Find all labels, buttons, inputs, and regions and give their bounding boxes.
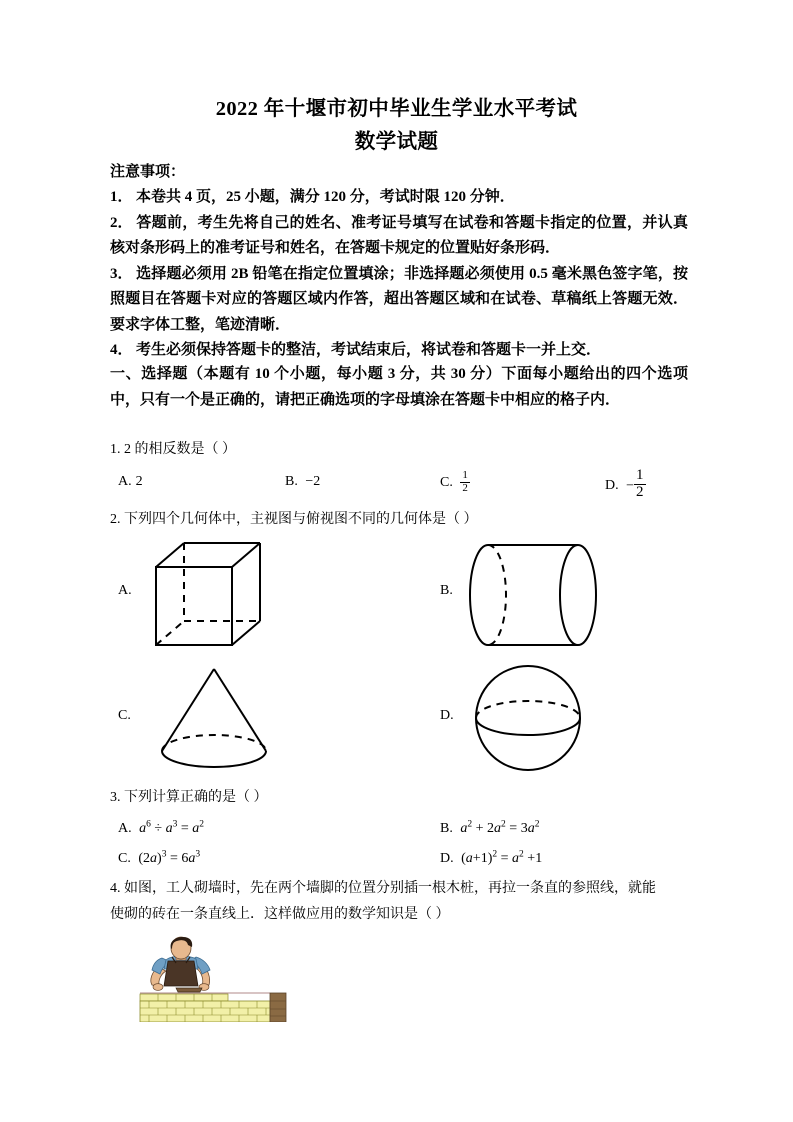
question-3-option-b-expr: $a^2 + 2a^2 = 3a^2$ [460,819,540,836]
cylinder-icon [466,535,616,655]
question-1-option-d-fraction [634,468,646,501]
question-1-option-d-sign: − [626,478,635,494]
question-2-stem: 2. 下列四个几何体中，主视图与俯视图不同的几何体是（ ） [110,512,478,527]
question-3-option-c[interactable] [118,843,200,870]
notice-item-4 [110,338,688,364]
question-1-option-a[interactable] [118,470,143,493]
question-1-option-d-denominator: 2 [636,483,644,500]
question-1-option-a-value: 2 [135,474,143,489]
question-1-option-a-label: A. [118,474,132,489]
notice-item-2-text: 答题前，考生先将自己的姓名、准考证号填写在试卷和答题卡指定的位置，并认真核对条形码上的准考证号和姓名，在答题卡规定的位置贴好条形码． [110,214,688,256]
question-4-stem-line2: 使砌的砖在一条直线上．这样做应用的数学知识是（ ） [110,907,450,922]
question-1-option-c-numerator: 1 [462,469,468,481]
notice-item-1 [110,185,688,211]
question-3-option-a[interactable] [118,813,204,840]
notice-item-3-number: 3． [110,265,133,282]
question-1-option-d-label: D. [605,478,619,494]
question-1-option-c-label: C. [440,475,453,491]
question-3-option-b[interactable] [440,813,539,840]
question-3-stem: 3. 下列计算正确的是（ ） [110,790,268,805]
question-1-option-c[interactable] [440,470,470,494]
question-1-option-b[interactable] [285,470,320,493]
question-2-option-c-label[interactable]: C. [118,708,131,723]
question-1-option-b-label: B. [285,474,298,489]
notice-item-3-text: 选择题必须用 2B 铅笔在指定位置填涂；非选择题必须使用 0.5 毫米黑色签字笔，按照题目在答题卡对应的答题区域内作答，超出答题区域和在试卷、草稿纸上答题无效．要求字体工整，笔迹清晰． [110,265,688,333]
section-heading-multiple-choice: 一、选择题（本题有 10 个小题，每小题 3 分，共 30 分）下面每小题给出的四个选项中，只有一个是正确的，请把正确选项的字母填涂在答题卡中相应的格子内． [110,366,688,408]
question-3-option-d[interactable] [440,843,542,870]
question-3-option-c-expr: $(2a)^3 = 6a^3$ [138,849,201,866]
sphere-icon [466,660,596,778]
notice-item-3 [110,262,688,339]
question-1-option-b-value: −2 [305,474,321,489]
notice-item-4-number: 4． [110,342,133,358]
question-3-option-a-label: A. [118,820,132,836]
question-1-option-c-fraction [460,470,470,494]
question-1-option-d[interactable] [605,468,646,501]
question-1-stem: 1. 2 的相反数是（ ） [110,442,236,457]
question-3-option-c-label: C. [118,850,131,866]
bricklayer-illustration [118,936,304,1022]
notice-item-4-text: 考生必须保持答题卡的整洁，考试结束后，将试卷和答题卡一并上交． [136,342,602,358]
question-1-option-c-denominator: 2 [462,481,468,494]
question-3-option-a-expr: $a^6 \div a^3 = a^2$ [139,819,205,836]
notice-item-2 [110,211,688,262]
notice-block [110,160,688,364]
notice-heading: 注意事项： [110,164,186,180]
question-2-option-a-label[interactable]: A. [118,583,132,598]
question-4-stem-line1: 4. 如图，工人砌墙时，先在两个墙脚的位置分别插一根木桩，再拉一条直的参照线，就能 [110,881,656,896]
question-3-option-d-expr: $(a+1)^2 = a^2 +1$ [461,849,543,866]
question-3-option-b-label: B. [440,820,453,836]
question-2-option-d-label[interactable]: D. [440,708,454,723]
cube-icon [142,535,272,655]
notice-item-2-number: 2． [110,214,133,231]
page-title [0,95,793,157]
cone-icon [142,663,292,778]
question-2-option-b-label[interactable]: B. [440,583,453,598]
notice-item-1-number: 1． [110,189,133,205]
notice-item-1-text: 本卷共 4 页，25 小题，满分 120 分，考试时限 120 分钟． [136,189,515,205]
question-1-option-d-numerator: 1 [636,467,644,483]
exam-title-line2: 数学试题 [354,131,439,153]
exam-title-line1: 2022 年十堰市初中毕业生学业水平考试 [215,98,578,120]
question-3-option-d-label: D. [440,850,454,866]
worker-figure [151,937,210,992]
